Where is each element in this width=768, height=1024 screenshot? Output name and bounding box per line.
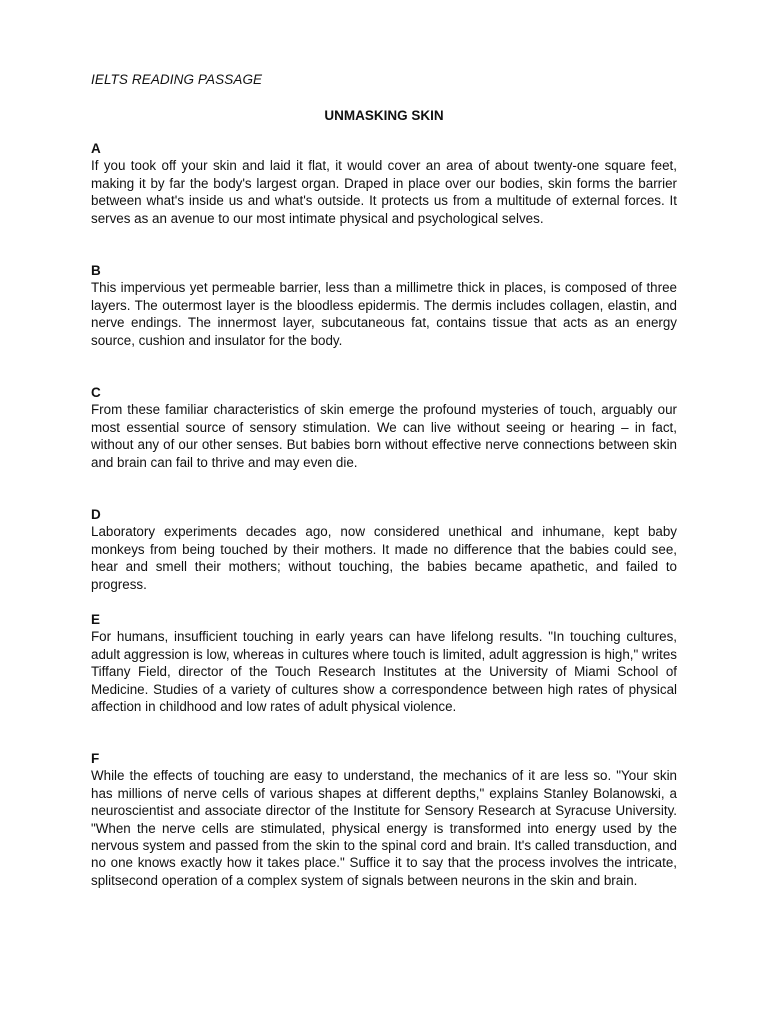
section-c xyxy=(91,384,677,471)
section-f xyxy=(91,750,677,889)
document-title: UNMASKING SKIN xyxy=(324,108,444,123)
section-paragraph: From these familiar characteristics of skin emerge the profound mysteries of touch, arguably our most essential source of sensory stimulation. We can live without seeing or hearing – in fact, without any of our other senses. But babies born without effective nerve connections between skin and brain can fail to thrive and may even die. xyxy=(91,402,677,470)
section-paragraph: If you took off your skin and laid it flat, it would cover an area of about twenty-one square feet, making it by far the body's largest organ. Draped in place over our bodies, skin forms the barrier between what's inside us and what's outside. It protects us from a multitude of external forces. It serves as an avenue to our most intimate physical and psychological selves. xyxy=(91,158,677,226)
section-paragraph: This impervious yet permeable barrier, less than a millimetre thick in places, is composed of three layers. The outermost layer is the bloodless epidermis. The dermis includes collagen, elastin, and nerve endings. The innermost layer, subcutaneous fat, contains tissue that acts as an energy source, cushion and insulator for the body. xyxy=(91,280,677,348)
section-d xyxy=(91,506,677,593)
section-e xyxy=(91,611,677,715)
section-letter: C xyxy=(91,385,101,400)
section-b xyxy=(91,262,677,349)
section-letter: E xyxy=(91,612,101,627)
section-letter: A xyxy=(91,141,101,156)
section-paragraph: Laboratory experiments decades ago, now considered unethical and inhumane, kept baby monkeys from being touched by their mothers. It made no difference that the babies could see, hear and smell their mothers; without touching, the babies became apathetic, and failed to progress. xyxy=(91,524,677,592)
section-letter: F xyxy=(91,751,100,766)
section-a xyxy=(91,140,677,227)
section-paragraph: For humans, insufficient touching in early years can have lifelong results. "In touching cultures, adult aggression is low, whereas in cultures where touch is limited, adult aggression is high," writes Tiffany Field, director of the Touch Research Institutes at the University of Miami School of Medicine. Studies of a variety of cultures show a correspondence between high rates of physical affection in childhood and low rates of adult physical violence. xyxy=(91,629,677,715)
document-header-label: IELTS READING PASSAGE xyxy=(91,72,263,87)
section-letter: B xyxy=(91,263,101,278)
section-letter: D xyxy=(91,507,101,522)
section-paragraph: While the effects of touching are easy to understand, the mechanics of it are less so. "Your skin has millions of nerve cells of various shapes at different depths," explains Stanley Bolanowski, a neuroscientist and associate director of the Institute for Sensory Research at Syracuse University. "When the nerve cells are stimulated, physical energy is transformed into energy used by the nervous system and passed from the skin to the spinal cord and brain. It's called transduction, and no one knows exactly how it takes place." Suffice it to say that the process involves the intricate, splitsecond operation of a complex system of signals between neurons in the skin and brain. xyxy=(91,768,677,888)
